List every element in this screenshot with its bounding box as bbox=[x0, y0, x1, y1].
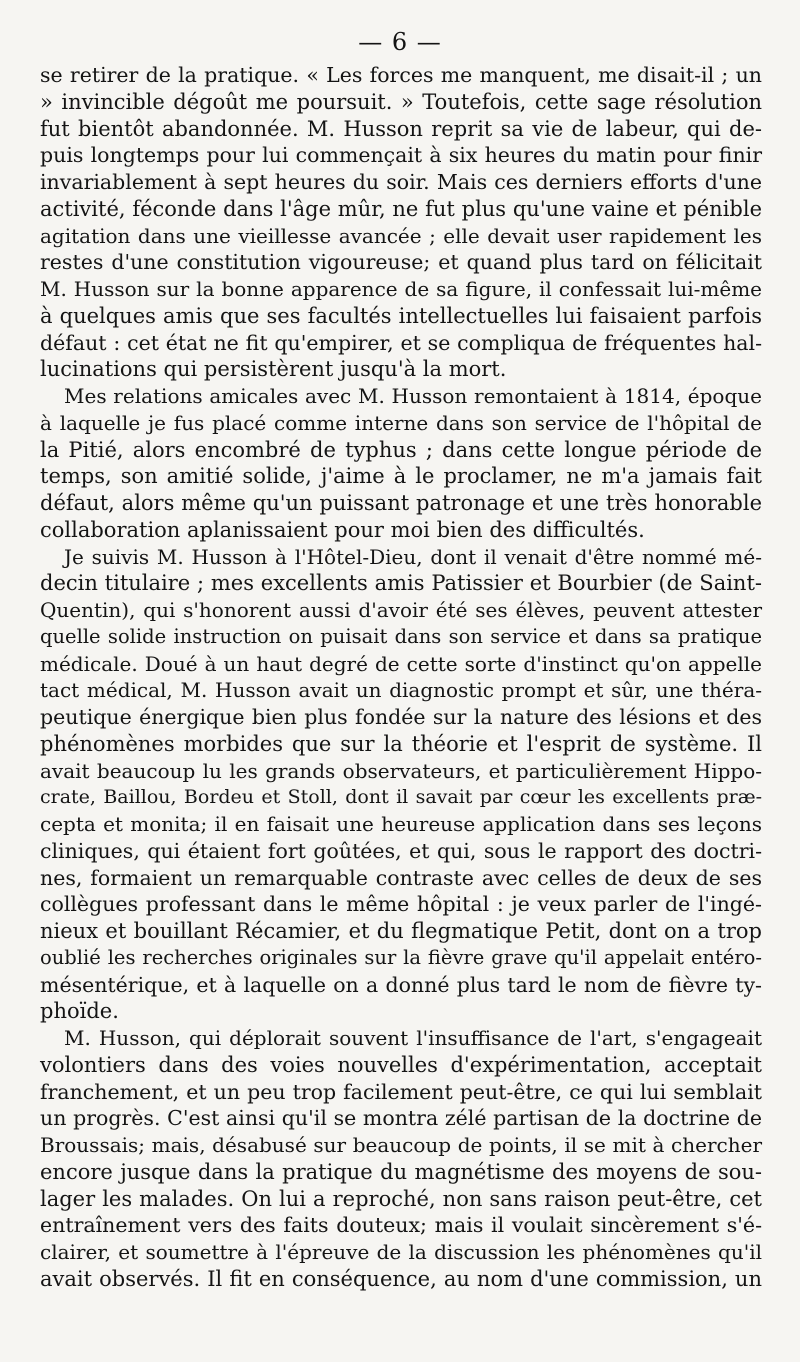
text-line: nes, formaient un remarquable contraste avec celles de deux de ses bbox=[40, 865, 762, 890]
text-line: à quelques amis que ses facultés intellectuelles lui faisaient parfois bbox=[40, 303, 762, 328]
text-line: défaut : cet état ne fit qu'empirer, et se compliqua de fréquentes hal- bbox=[40, 330, 762, 355]
text-line: phénomènes morbides que sur la théorie et l'esprit de système. Il bbox=[40, 731, 762, 756]
text-line: se retirer de la pratique. « Les forces me manquent, me disait-il ; un bbox=[40, 63, 762, 87]
text-line: nieux et bouillant Récamier, et du flegmatique Petit, dont on a trop bbox=[40, 919, 762, 943]
text-line: activité, féconde dans l'âge mûr, ne fut plus qu'une vaine et pénible bbox=[40, 196, 762, 221]
text-line: avait observés. Il fit en conséquence, au nom d'une commission, un bbox=[40, 1266, 762, 1291]
text-line: temps, son amitié solide, j'aime à le proclamer, ne m'a jamais fait bbox=[40, 464, 762, 489]
text-line: collègues professant dans le même hôpital : je veux parler de l'ingé- bbox=[40, 892, 762, 917]
text-line: cliniques, qui étaient fort goûtées, et qui, sous le rapport des doctri- bbox=[40, 838, 762, 863]
text-line: decin titulaire ; mes excellents amis Patissier et Bourbier (de Saint- bbox=[40, 571, 762, 596]
text-line: avait beaucoup lu les grands observateurs, et particulièrement Hippo- bbox=[40, 758, 762, 783]
text-line: médicale. Doué à un haut degré de cette sorte d'instinct qu'on appelle bbox=[40, 651, 762, 676]
text-line: Quentin), qui s'honorent aussi d'avoir été ses élèves, peuvent attester bbox=[40, 598, 762, 622]
text-line: collaboration aplanissaient pour moi bien des difficultés. bbox=[40, 517, 645, 542]
text-line: agitation dans une vieillesse avancée ; elle devait user rapidement les bbox=[40, 223, 762, 248]
text-line: lager les malades. On lui a reproché, non sans raison peut-être, cet bbox=[40, 1186, 762, 1211]
text-line: peutique énergique bien plus fondée sur la nature des lésions et des bbox=[40, 705, 762, 729]
text-line: défaut, alors même qu'un puissant patronage et une très honorable bbox=[40, 491, 762, 515]
page-number: — 6 — bbox=[358, 28, 442, 56]
text-line: franchement, et un peu trop facilement peut-être, ce qui lui semblait bbox=[40, 1079, 762, 1104]
text-line: restes d'une constitution vigoureuse; et quand plus tard on félicitait bbox=[40, 250, 762, 275]
text-line: phoïde. bbox=[40, 999, 119, 1024]
text-line: clairer, et soumettre à l'épreuve de la discussion les phénomènes qu'il bbox=[40, 1240, 762, 1264]
text-line: Broussais; mais, désabusé sur beaucoup de points, il se mit à chercher bbox=[40, 1133, 762, 1157]
text-line: M. Husson sur la bonne apparence de sa figure, il confessait lui-même bbox=[40, 277, 762, 301]
text-line: encore jusque dans la pratique du magnétisme des moyens de sou- bbox=[40, 1159, 762, 1184]
text-line: quelle solide instruction on puisait dans son service et dans sa pratique bbox=[40, 624, 762, 648]
text-line: mésentérique, et à laquelle on a donné plus tard le nom de fièvre ty- bbox=[40, 972, 762, 997]
text-line: un progrès. C'est ainsi qu'il se montra zélé partisan de la doctrine de bbox=[40, 1106, 762, 1131]
text-line: entraînement vers des faits douteux; mais il voulait sincèrement s'é- bbox=[40, 1213, 762, 1238]
text-line: M. Husson, qui déplorait souvent l'insuffisance de l'art, s'engageait bbox=[64, 1026, 762, 1050]
text-line: Je suivis M. Husson à l'Hôtel-Dieu, dont il venait d'être nommé mé- bbox=[64, 544, 762, 569]
text-line: la Pitié, alors encombré de typhus ; dans cette longue période de bbox=[40, 437, 762, 462]
text-line: puis longtemps pour lui commençait à six heures du matin pour finir bbox=[40, 143, 762, 168]
text-line: lucinations qui persistèrent jusqu'à la mort. bbox=[40, 357, 507, 382]
text-line: Mes relations amicales avec M. Husson remontaient à 1814, époque bbox=[64, 384, 762, 408]
text-line: tact médical, M. Husson avait un diagnostic prompt et sûr, une théra- bbox=[40, 678, 762, 703]
text-line: crate, Baillou, Bordeu et Stoll, dont il savait par cœur les excellents præ- bbox=[40, 786, 762, 809]
body-text bbox=[40, 62, 762, 1293]
text-line: invariablement à sept heures du soir. Mais ces derniers efforts d'une bbox=[40, 170, 762, 194]
text-line: oublié les recherches originales sur la fièvre grave qu'il appelait entéro- bbox=[40, 945, 762, 969]
text-line: fut bientôt abandonnée. M. Husson reprit sa vie de labeur, qui de- bbox=[40, 116, 762, 141]
text-line: volontiers dans des voies nouvelles d'expérimentation, acceptait bbox=[40, 1052, 762, 1077]
text-line: à laquelle je fus placé comme interne dans son service de l'hôpital de bbox=[40, 410, 762, 435]
text-line: » invincible dégoût me poursuit. » Toutefois, cette sage résolution bbox=[40, 89, 762, 114]
text-line: cepta et monita; il en faisait une heureuse application dans ses leçons bbox=[40, 812, 762, 836]
